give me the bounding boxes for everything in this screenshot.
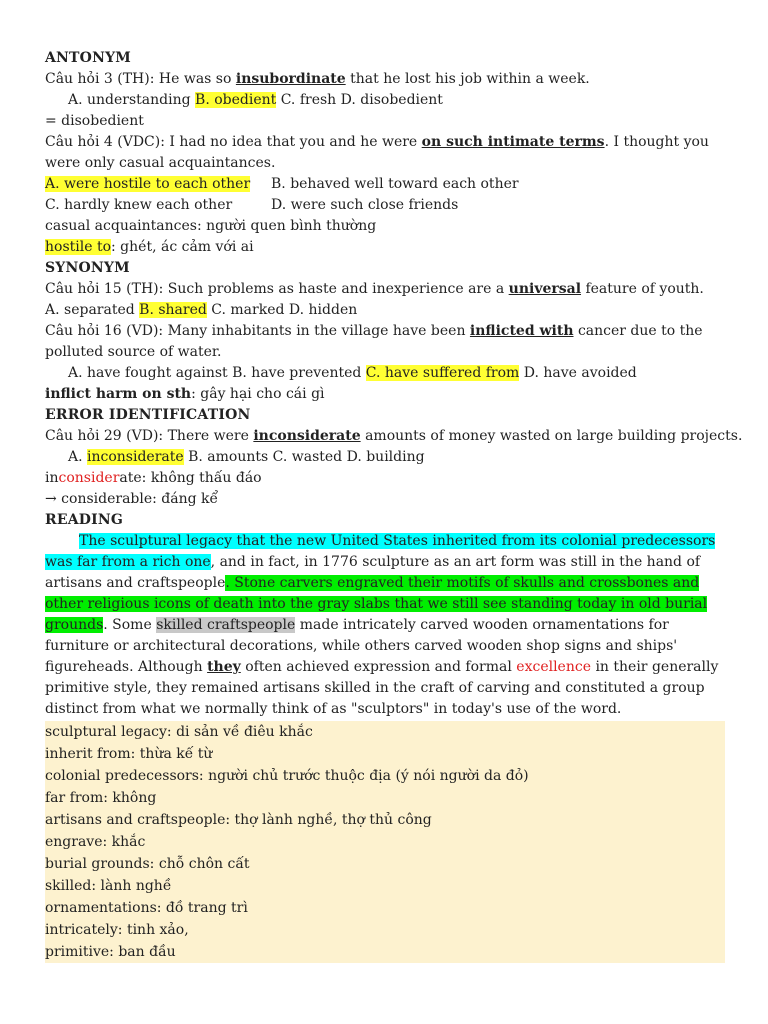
question-4: Câu hỏi 4 (VDC): I had no idea that you and he were on such intimate terms. I thought you were only casual acquaintances.	[45, 134, 709, 171]
question-29-note-2: → considerable: đáng kể	[45, 491, 219, 507]
answer-highlight: inconsiderate	[87, 449, 184, 465]
highlight-gray: skilled craftspeople	[156, 617, 296, 633]
question-29: Câu hỏi 29 (VD): There were inconsiderate amounts of money wasted on large building projects.	[45, 428, 743, 444]
section-title-antonym: ANTONYM	[45, 50, 131, 66]
key-word: universal	[508, 281, 582, 297]
vocabulary-box	[45, 721, 725, 963]
red-word: excellence	[516, 659, 591, 675]
question-3-note: = disobedient	[45, 113, 144, 129]
vocab-item: artisans and craftspeople: thợ lành nghề, thợ thủ công	[45, 812, 432, 828]
vocab-item: primitive: ban đầu	[45, 944, 176, 960]
key-word: inconsiderate	[253, 428, 361, 444]
section-title-error: ERROR IDENTIFICATION	[45, 407, 251, 423]
vocab-item: inherit from: thừa kế từ	[45, 746, 213, 762]
vocab-item: ornamentations: đồ trang trì	[45, 900, 248, 916]
question-4-note-1: casual acquaintances: người quen bình thường	[45, 218, 377, 234]
reading-passage: The sculptural legacy that the new United States inherited from its colonial predecessors was far from a rich one, and in fact, in 1776 sculpture as an art form was still in the hand of artisans and craftspeople. Stone carvers engraved their motifs of skulls and crossbones and other religious icons of death into the gray slabs that we still see standing today in old burial grounds. Some skilled craftspeople made intricately carved wooden ornamentations for furniture or architectural decorations, while others carved wooden shop signs and ships' figureheads. Although they often achieved expression and formal excellence in their generally primitive style, they remained artisans skilled in the craft of carving and constituted a group distinct from what we normally think of as "sculptors" in today's use of the word.	[45, 533, 719, 717]
question-16-options: A. have fought against B. have prevented C. have suffered from D. have avoided	[68, 365, 637, 381]
answer-highlight: A. were hostile to each other	[45, 176, 251, 192]
question-15: Câu hỏi 15 (TH): Such problems as haste and inexperience are a universal feature of youth.	[45, 281, 704, 297]
question-16: Câu hỏi 16 (VD): Many inhabitants in the village have been inflicted with cancer due to the polluted source of water.	[45, 323, 703, 360]
question-16-note: inflict harm on sth: gây hại cho cái gì	[45, 386, 325, 402]
key-word: they	[207, 659, 241, 675]
question-15-options: A. separated B. shared C. marked D. hidden	[45, 302, 358, 318]
answer-highlight: B. obedient	[195, 92, 277, 108]
question-29-note-1: inconsiderate: không thấu đáo	[45, 470, 262, 486]
key-word: on such intimate terms	[421, 134, 605, 150]
section-title-synonym: SYNONYM	[45, 260, 130, 276]
key-word: insubordinate	[235, 71, 346, 87]
question-29-options: A. inconsiderate B. amounts C. wasted D. building	[68, 449, 425, 465]
key-word: inflicted with	[469, 323, 574, 339]
question-4-note-2: hostile to: ghét, ác cảm với ai	[45, 239, 254, 255]
answer-highlight: B. shared	[139, 302, 207, 318]
vocab-item: colonial predecessors: người chủ trước thuộc địa (ý nói người da đỏ)	[45, 768, 529, 784]
vocab-item: burial grounds: chỗ chôn cất	[45, 856, 250, 872]
vocab-item: sculptural legacy: di sản về điêu khắc	[45, 724, 313, 740]
vocab-item: far from: không	[45, 790, 157, 806]
question-4-options-row-1: A. were hostile to each other B. behaved well toward each other	[45, 176, 519, 192]
question-3: Câu hỏi 3 (TH): He was so insubordinate that he lost his job within a week.	[45, 71, 590, 87]
highlight-green: . Stone carvers engraved their motifs of skulls and crossbones and other religious icons of death into the gray slabs that we still see standing today in old burial grounds	[45, 575, 708, 633]
answer-highlight: C. have suffered from	[365, 365, 520, 381]
highlight-cyan: The sculptural legacy that the new United States inherited from its colonial predecessors was far from a rich one	[45, 533, 716, 570]
document-page	[45, 48, 743, 963]
section-title-reading: READING	[45, 512, 124, 528]
vocab-item: intricately: tinh xảo,	[45, 922, 189, 938]
note-highlight: hostile to	[45, 239, 112, 255]
question-3-options: A. understanding B. obedient C. fresh D. disobedient	[68, 92, 443, 108]
vocab-item: engrave: khắc	[45, 834, 146, 850]
question-4-options-row-2: C. hardly knew each other D. were such close friends	[45, 197, 459, 213]
vocab-item: skilled: lành nghề	[45, 878, 172, 894]
